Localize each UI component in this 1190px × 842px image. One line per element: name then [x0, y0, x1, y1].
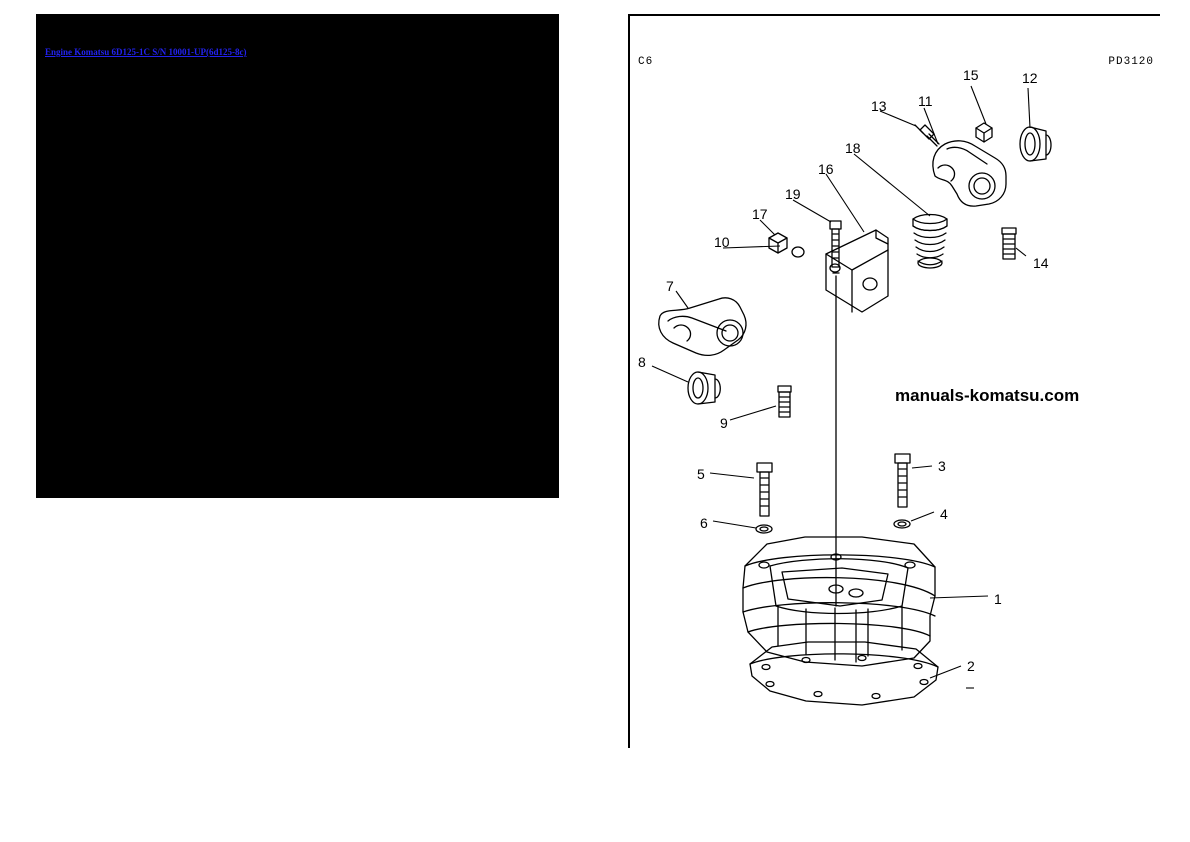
callout-2: 2 — [967, 658, 975, 674]
callout-7: 7 — [666, 278, 674, 294]
callout-3: 3 — [938, 458, 946, 474]
callout-19: 19 — [785, 186, 801, 202]
callout-5: 5 — [697, 466, 705, 482]
parts-catalog-link[interactable]: Engine Komatsu 6D125-1C S/N 10001-UP(6d125-8c) — [45, 47, 247, 57]
callout-13: 13 — [871, 98, 887, 114]
callout-6: 6 — [700, 515, 708, 531]
left-content-panel — [36, 14, 559, 498]
callout-17: 17 — [752, 206, 768, 222]
callout-4: 4 — [940, 506, 948, 522]
callout-18: 18 — [845, 140, 861, 156]
callout-10: 10 — [714, 234, 730, 250]
diagram-code-right: PD3120 — [1108, 56, 1154, 68]
diagram-code-left: C6 — [638, 56, 654, 68]
callout-1: 1 — [994, 591, 1002, 607]
callout-8: 8 — [638, 354, 646, 370]
callout-14: 14 — [1033, 255, 1049, 271]
watermark-text: manuals-komatsu.com — [895, 386, 1080, 405]
callout-16: 16 — [818, 161, 834, 177]
callout-15: 15 — [963, 67, 979, 83]
callout-11: 11 — [918, 93, 933, 109]
callout-12: 12 — [1022, 70, 1038, 86]
exploded-parts-drawing — [630, 16, 1160, 748]
callout-9: 9 — [720, 415, 728, 431]
parts-diagram-panel — [628, 14, 1160, 748]
